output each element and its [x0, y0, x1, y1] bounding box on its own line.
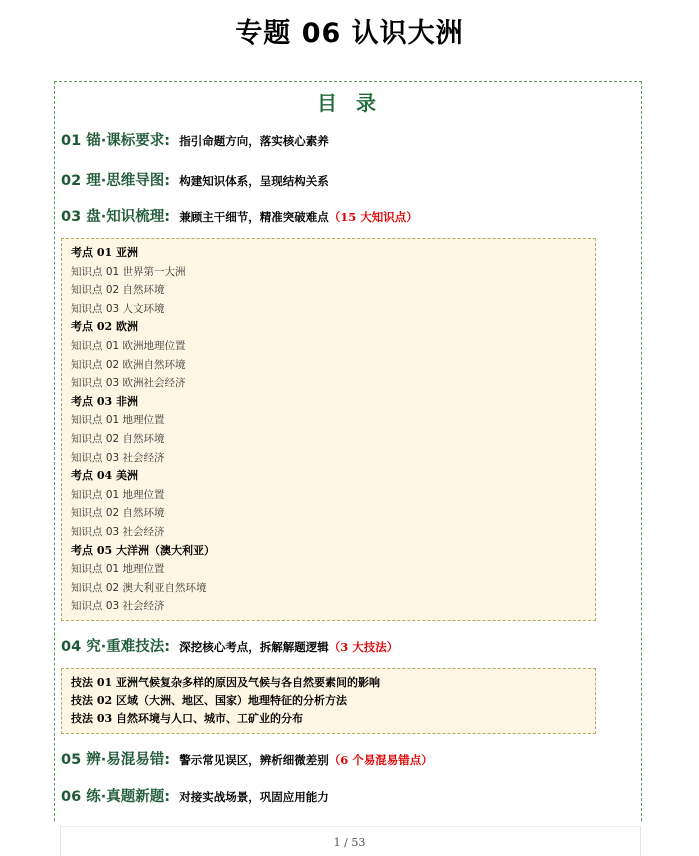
toc-section-05[interactable]: [61, 749, 433, 770]
section-number: 03: [61, 209, 82, 225]
kaodian-heading[interactable]: 考点 05 大洋洲（澳大利亚）: [71, 543, 215, 557]
section-description: 兼顾主干细节，精准突破难点: [179, 210, 329, 224]
knowledge-point-item[interactable]: 知识点 02 自然环境: [71, 432, 165, 445]
section-description: 深挖核心考点，拆解解题逻辑: [179, 640, 329, 654]
knowledge-point-item[interactable]: 知识点 03 社会经济: [71, 600, 165, 613]
knowledge-point-item[interactable]: 知识点 02 欧洲自然环境: [71, 358, 186, 371]
toc-section-03[interactable]: [61, 206, 418, 227]
technique-item[interactable]: 技法 02 区域（大洲、地区、国家）地理特征的分析方法: [71, 694, 347, 707]
section-number: 02: [61, 173, 82, 189]
knowledge-point-item[interactable]: 知识点 01 地理位置: [71, 563, 165, 576]
kaodian-heading[interactable]: 考点 04 美洲: [71, 469, 138, 483]
section-colon: :: [164, 789, 171, 805]
section-colon: :: [164, 173, 171, 189]
section-name: 辨·易混易错: [86, 752, 165, 768]
knowledge-points-box: [61, 238, 596, 621]
section-name: 盘·知识梳理: [86, 209, 165, 225]
toc-section-01[interactable]: [61, 130, 329, 151]
section-name: 练·真题新题: [86, 789, 165, 805]
section-description: 警示常见误区，辨析细微差别: [179, 753, 329, 767]
toc-heading: 目 录: [317, 91, 382, 115]
section-name: 理·思维导图: [86, 173, 165, 189]
section-colon: :: [164, 639, 171, 655]
knowledge-point-item[interactable]: 知识点 03 欧洲社会经济: [71, 377, 186, 390]
techniques-box: [61, 668, 596, 734]
section-colon: :: [164, 209, 171, 225]
section-count-note: （6 个易混易错点）: [328, 753, 433, 767]
technique-item[interactable]: 技法 03 自然环境与人口、城市、工矿业的分布: [71, 712, 303, 725]
knowledge-point-item[interactable]: 知识点 02 自然环境: [71, 507, 165, 520]
section-count-note: （3 大技法）: [328, 640, 399, 654]
knowledge-point-item[interactable]: 知识点 01 地理位置: [71, 414, 165, 427]
section-number: 06: [61, 789, 82, 805]
section-description: 指引命题方向，落实核心素养: [179, 134, 329, 148]
knowledge-point-item[interactable]: 知识点 01 地理位置: [71, 488, 165, 501]
kaodian-heading[interactable]: 考点 02 欧洲: [71, 320, 138, 334]
page-divider: [60, 826, 640, 827]
knowledge-point-item[interactable]: 知识点 03 社会经济: [71, 451, 165, 464]
section-colon: :: [164, 752, 171, 768]
knowledge-point-item[interactable]: 知识点 03 人文环境: [71, 302, 165, 315]
section-description: 构建知识体系，呈现结构关系: [179, 174, 329, 188]
knowledge-point-item[interactable]: 知识点 02 自然环境: [71, 284, 165, 297]
kaodian-heading[interactable]: 考点 01 亚洲: [71, 246, 138, 259]
page-number: 1 / 53: [333, 836, 366, 849]
section-name: 锚·课标要求: [86, 133, 165, 149]
section-number: 04: [61, 639, 82, 655]
technique-item[interactable]: 技法 01 亚洲气候复杂多样的原因及气候与各自然要素间的影响: [71, 676, 380, 689]
section-description: 对接实战场景，巩固应用能力: [179, 790, 329, 804]
section-number: 01: [61, 133, 82, 149]
knowledge-point-item[interactable]: 知识点 01 世界第一大洲: [71, 265, 186, 278]
toc-section-04[interactable]: [61, 636, 398, 657]
knowledge-point-item[interactable]: 知识点 02 澳大利亚自然环境: [71, 581, 207, 594]
section-number: 05: [61, 752, 82, 768]
document-title: 专题 06 认识大洲: [235, 18, 464, 49]
section-colon: :: [164, 133, 171, 149]
knowledge-point-item[interactable]: 知识点 01 欧洲地理位置: [71, 339, 186, 352]
toc-section-02[interactable]: [61, 170, 329, 191]
kaodian-heading[interactable]: 考点 03 非洲: [71, 394, 138, 408]
knowledge-point-item[interactable]: 知识点 03 社会经济: [71, 525, 165, 538]
section-name: 究·重难技法: [86, 639, 165, 655]
section-count-note: （15 大知识点）: [328, 210, 418, 224]
toc-section-06[interactable]: [61, 786, 329, 807]
